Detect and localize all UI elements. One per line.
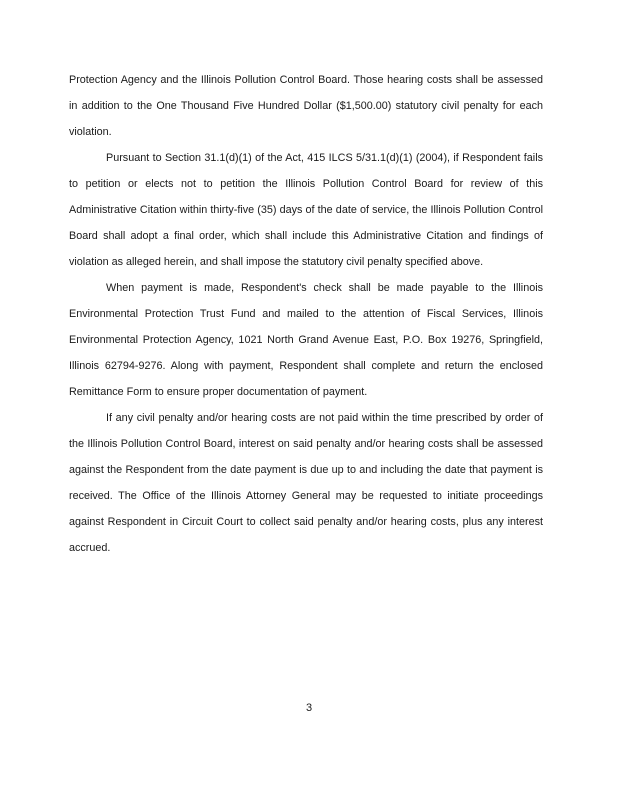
page-number: 3 [305,702,313,714]
paragraph-continued: Protection Agency and the Illinois Pollution Control Board. Those hearing costs shall be assessed in addition to the One Thousand Five Hundred Dollar ($1,500.00) statutory civil penalty for each violation. [69,74,543,138]
paragraph-payment-instructions: When payment is made, Respondent's check shall be made payable to the Illinois Environmental Protection Trust Fund and mailed to the attention of Fiscal Services, Illinois Environmental Protection Agency, 1021 North Grand Avenue East, P.O. Box 19276, Springfield, Illinois 62794-9276. Along with payment, Respondent shall complete and return the enclosed Remittance Form to ensure proper documentation of payment. [69,282,543,398]
paragraph-interest-collection: If any civil penalty and/or hearing costs are not paid within the time prescribed by order of the Illinois Pollution Control Board, interest on said penalty and/or hearing costs shall be assessed against the Respondent from the date payment is due up to and including the date that payment is received. The Office of the Illinois Attorney General may be requested to initiate proceedings against Respondent in Circuit Court to collect said penalty and/or hearing costs, plus any interest accrued. [69,412,543,554]
paragraph-penalty-order: Pursuant to Section 31.1(d)(1) of the Act, 415 ILCS 5/31.1(d)(1) (2004), if Respondent fails to petition or elects not to petition the Illinois Pollution Control Board for review of this Administrative Citation within thirty-five (35) days of the date of service, the Illinois Pollution Control Board shall adopt a final order, which shall include this Administrative Citation and findings of violation as alleged herein, and shall impose the statutory civil penalty specified above. [69,152,543,268]
document-body [69,67,543,561]
